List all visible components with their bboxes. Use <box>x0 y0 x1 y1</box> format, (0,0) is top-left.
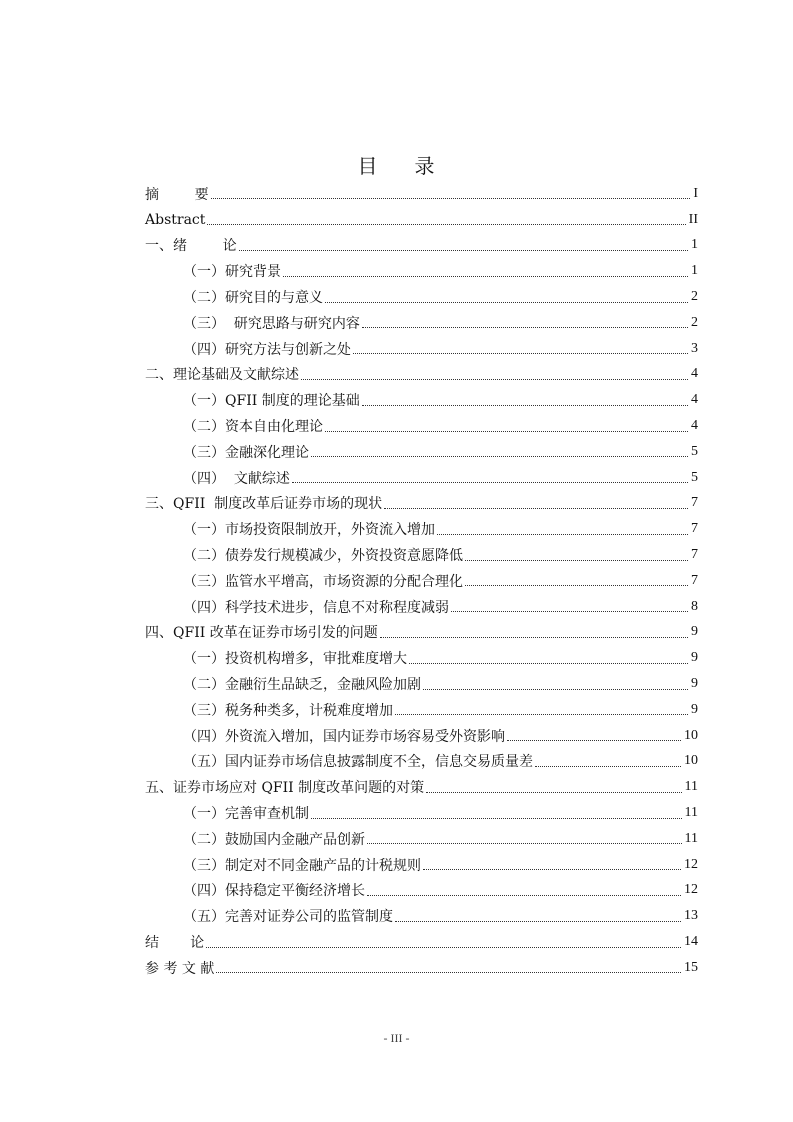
toc-entry[interactable] <box>145 852 698 878</box>
toc-entry[interactable] <box>145 671 698 697</box>
toc-entry-page-number: 12 <box>684 856 698 872</box>
toc-entry[interactable] <box>145 568 698 594</box>
toc-entry-page-number: 11 <box>684 805 698 821</box>
dot-leader <box>311 442 688 457</box>
toc-entry-page-number: 7 <box>691 547 698 563</box>
toc-entry-label: （三）金融深化理论 <box>183 444 309 461</box>
toc-entry[interactable] <box>145 387 698 413</box>
toc-entry-label: （一）QFII 制度的理论基础 <box>183 393 360 410</box>
dot-leader <box>325 288 688 303</box>
toc-entry-label: 四、QFII 改革在证券市场引发的问题 <box>145 625 378 642</box>
toc-entry-label: （一）市场投资限制放开，外资流入增加 <box>183 522 435 539</box>
toc-entry-page-number: 4 <box>691 366 698 382</box>
toc-entry-page-number: 9 <box>691 624 698 640</box>
toc-entry-page-number: 9 <box>691 650 698 666</box>
toc-entry[interactable] <box>145 903 698 929</box>
toc-entry-label: （一）完善审查机制 <box>183 806 309 823</box>
toc-entry-label: （四）保持稳定平衡经济增长 <box>183 883 365 900</box>
toc-entry[interactable] <box>145 826 698 852</box>
toc-entry-label: （二）金融衍生品缺乏，金融风险加剧 <box>183 677 421 694</box>
dot-leader <box>301 365 688 380</box>
toc-entry[interactable] <box>145 491 698 517</box>
toc-entry-page-number: 5 <box>691 443 698 459</box>
toc-entry-label: 二、理论基础及文献综述 <box>145 367 299 384</box>
dot-leader <box>451 597 688 612</box>
toc-entry-label: （五）完善对证券公司的监管制度 <box>183 909 393 926</box>
toc-entry[interactable] <box>145 749 698 775</box>
toc-entry-label: （三）监管水平增高，市场资源的分配合理化 <box>183 573 463 590</box>
toc-entry-label: （二）资本自由化理论 <box>183 419 323 436</box>
dot-leader <box>395 907 681 922</box>
page-number: - III - <box>383 1031 410 1045</box>
page-title <box>0 150 793 179</box>
toc-entry-page-number: 10 <box>684 753 698 769</box>
dot-leader <box>211 184 691 199</box>
toc-entry-page-number: 4 <box>691 392 698 408</box>
toc-entry-page-number: 2 <box>691 314 698 330</box>
toc-entry-label: （四）外资流入增加，国内证券市场容易受外资影响 <box>183 728 505 745</box>
toc-entry-label: （二）债券发行规模减少，外资投资意愿降低 <box>183 548 463 565</box>
dot-leader <box>423 675 688 690</box>
toc-entry-page-number: 11 <box>684 779 698 795</box>
toc-entry[interactable] <box>145 233 698 259</box>
dot-leader <box>362 391 688 406</box>
toc-entry-page-number: 7 <box>691 521 698 537</box>
toc-entry[interactable] <box>145 362 698 388</box>
toc-entry-page-number: 10 <box>684 727 698 743</box>
toc-entry-label: （五）国内证券市场信息披露制度不全，信息交易质量差 <box>183 754 533 771</box>
toc-entry[interactable] <box>145 878 698 904</box>
toc-entry-page-number: I <box>693 185 698 201</box>
toc-entry[interactable] <box>145 465 698 491</box>
table-of-contents <box>145 181 698 981</box>
toc-entry[interactable] <box>145 929 698 955</box>
toc-entry-page-number: 12 <box>684 882 698 898</box>
dot-leader <box>325 417 688 432</box>
title-char-2: 录 <box>414 154 436 178</box>
toc-entry-label: 五、证券市场应对 QFII 制度改革问题的对策 <box>145 780 425 797</box>
toc-entry-label: （二）研究目的与意义 <box>183 290 323 307</box>
toc-entry[interactable] <box>145 955 698 981</box>
toc-entry[interactable] <box>145 542 698 568</box>
dot-leader <box>283 262 688 277</box>
toc-entry-page-number: 4 <box>691 418 698 434</box>
toc-entry-label: 摘 要 <box>145 186 209 203</box>
toc-entry[interactable] <box>145 723 698 749</box>
toc-entry[interactable] <box>145 310 698 336</box>
toc-entry-page-number: 3 <box>691 340 698 356</box>
toc-entry-page-number: 7 <box>691 572 698 588</box>
toc-entry-page-number: 9 <box>691 676 698 692</box>
dot-leader <box>362 313 688 328</box>
toc-entry-page-number: 2 <box>691 289 698 305</box>
dot-leader <box>367 829 682 844</box>
toc-entry-label: （三） 研究思路与研究内容 <box>183 315 360 332</box>
toc-entry-page-number: 1 <box>691 263 698 279</box>
toc-entry-page-number: 14 <box>684 934 698 949</box>
toc-entry-page-number: 9 <box>691 701 698 717</box>
dot-leader <box>535 752 681 767</box>
toc-entry[interactable] <box>145 336 698 362</box>
dot-leader <box>239 236 688 251</box>
toc-entry-label: 结 论 <box>145 935 205 951</box>
dot-leader <box>465 546 688 561</box>
toc-entry[interactable] <box>145 774 698 800</box>
toc-entry-page-number: 8 <box>691 598 698 614</box>
dot-leader <box>423 855 681 870</box>
toc-entry-label: （三）税务种类多，计税难度增加 <box>183 702 393 719</box>
toc-entry-page-number: 7 <box>691 495 698 511</box>
toc-entry-label: （一）投资机构增多，审批难度增大 <box>183 651 407 668</box>
dot-leader <box>216 958 681 973</box>
dot-leader <box>380 623 688 638</box>
toc-entry[interactable] <box>145 620 698 646</box>
toc-entry-page-number: II <box>688 211 698 227</box>
toc-entry[interactable] <box>145 697 698 723</box>
title-char-1: 目 <box>357 154 379 178</box>
toc-entry-label: （四） 文献综述 <box>183 470 290 487</box>
dot-leader <box>507 726 681 741</box>
toc-entry-label: 三、QFII 制度改革后证券市场的现状 <box>145 496 383 513</box>
toc-entry-label: （一）研究背景 <box>183 264 281 281</box>
dot-leader <box>465 571 688 586</box>
toc-entry-label: （三）制定对不同金融产品的计税规则 <box>183 857 421 874</box>
dot-leader <box>292 468 688 483</box>
dot-leader <box>367 881 681 896</box>
dot-leader <box>384 494 688 509</box>
toc-entry[interactable] <box>145 439 698 465</box>
dot-leader <box>437 520 688 535</box>
dot-leader <box>409 649 688 664</box>
toc-entry-label: 参 考 文 献 <box>145 960 215 977</box>
toc-entry-page-number: 15 <box>684 959 698 975</box>
toc-entry[interactable] <box>145 645 698 671</box>
toc-entry[interactable] <box>145 181 698 207</box>
toc-entry[interactable] <box>145 594 698 620</box>
dot-leader <box>353 339 688 354</box>
toc-entry-page-number: 1 <box>691 237 698 253</box>
toc-entry-label: Abstract <box>145 211 206 228</box>
toc-entry-label: 一、绪 论 <box>145 238 237 255</box>
toc-entry-label: （二）鼓励国内金融产品创新 <box>183 831 365 848</box>
toc-entry[interactable] <box>145 258 698 284</box>
dot-leader <box>311 804 682 819</box>
dot-leader <box>426 778 681 793</box>
toc-entry-page-number: 11 <box>684 830 698 846</box>
toc-entry-label: （四）研究方法与创新之处 <box>183 341 351 358</box>
toc-entry[interactable] <box>145 284 698 310</box>
toc-entry-label: （四）科学技术进步，信息不对称程度减弱 <box>183 599 449 616</box>
dot-leader <box>207 210 685 225</box>
toc-entry[interactable] <box>145 207 698 233</box>
toc-entry-page-number: 13 <box>684 908 698 924</box>
toc-entry[interactable] <box>145 413 698 439</box>
toc-entry-page-number: 5 <box>691 469 698 485</box>
toc-entry[interactable] <box>145 800 698 826</box>
dot-leader <box>395 700 688 715</box>
toc-entry[interactable] <box>145 516 698 542</box>
dot-leader <box>206 933 681 948</box>
